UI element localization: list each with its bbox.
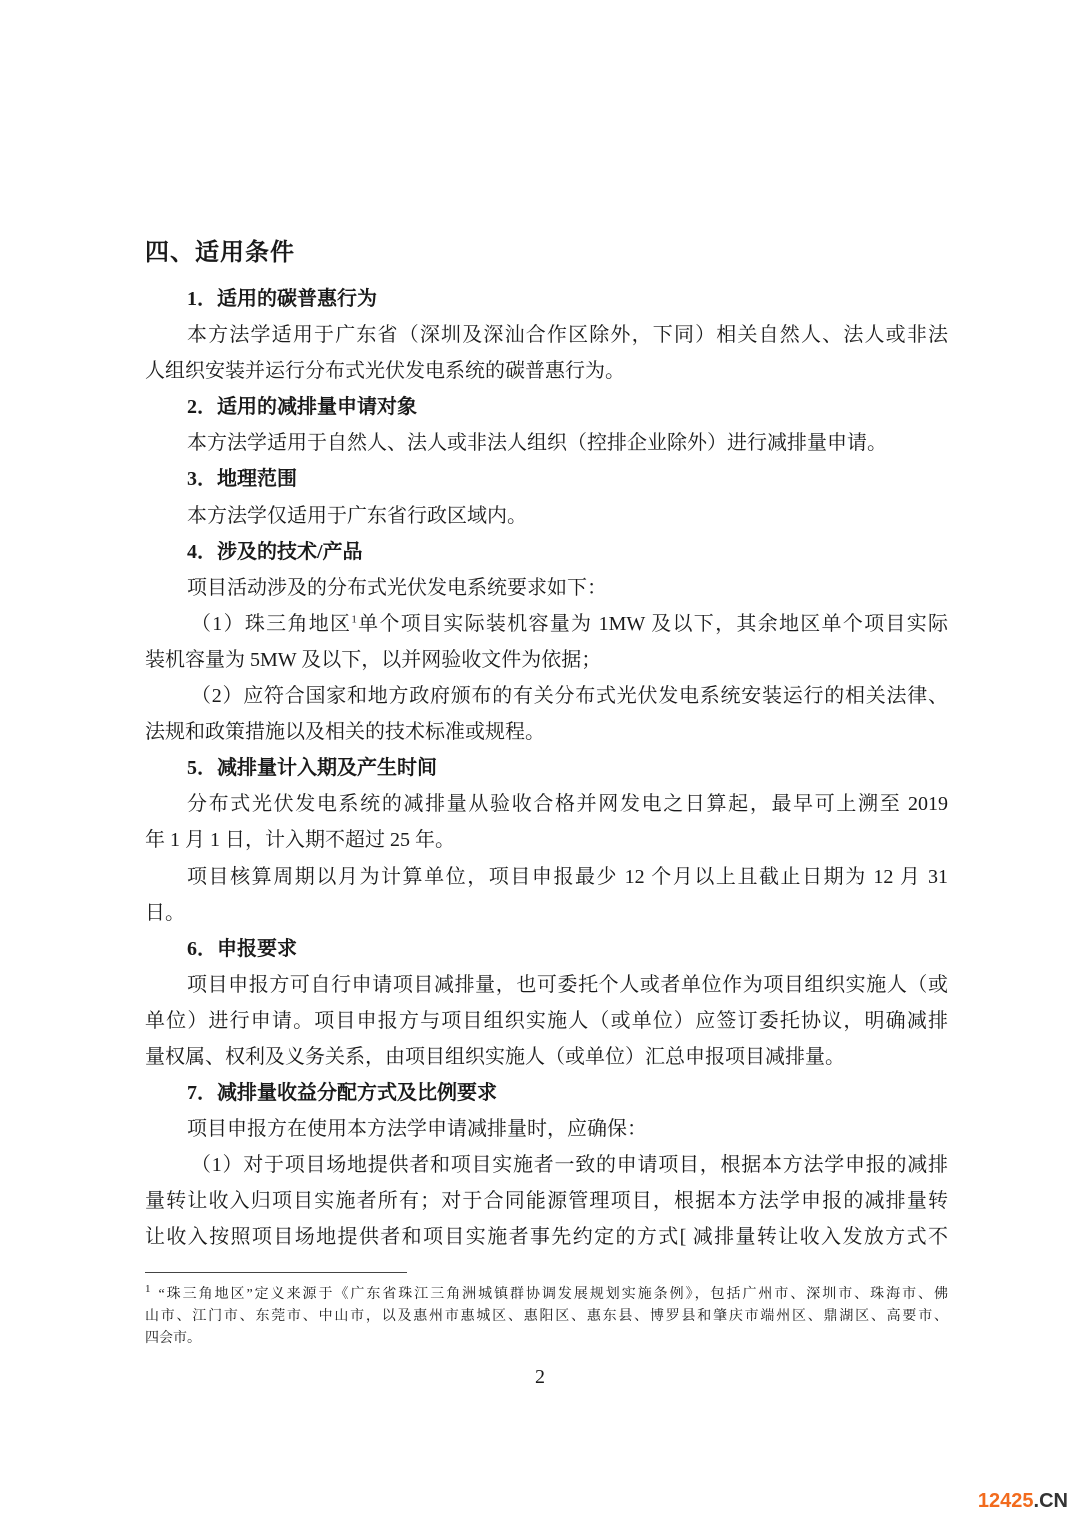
footnote-line xyxy=(145,1328,948,1350)
text-line: 项目申报方可自行申请项目减排量，也可委托个人或者单位作为项目组织实施人（或 xyxy=(187,973,948,996)
paragraph xyxy=(145,859,948,931)
footnote-text: 山市、江门市、东莞市、中山市，以及惠州市惠城区、惠阳区、惠东县、博罗县和肇庆市端州区、鼎湖区、高要市、 xyxy=(145,1309,948,1324)
text-line: 本方法学仅适用于广东省行政区域内。 xyxy=(187,504,527,527)
text-line: 项目活动涉及的分布式光伏发电系统要求如下： xyxy=(187,576,607,599)
list-item xyxy=(145,678,948,750)
watermark-logo xyxy=(978,1490,1068,1513)
footnote-number: 1 xyxy=(145,1283,151,1296)
paragraph xyxy=(145,1111,948,1147)
paragraph xyxy=(145,498,948,534)
subheading xyxy=(145,931,948,967)
text-line: 7．减排量收益分配方式及比例要求 xyxy=(187,1082,497,1105)
text-line: 装机容量为 5MW 及以下，以并网验收文件为依据； xyxy=(145,648,602,671)
text-line: 日。 xyxy=(145,901,185,924)
section-title: 四、适用条件 xyxy=(145,240,295,266)
text-line: 量转让收入归项目实施者所有；对于合同能源管理项目，根据本方法学申报的减排量转 xyxy=(145,1190,948,1213)
text-line: 2．适用的减排量申请对象 xyxy=(187,396,417,419)
subheading xyxy=(145,389,948,425)
paragraph xyxy=(145,570,948,606)
text-line: 1．适用的碳普惠行为 xyxy=(187,288,377,310)
text-line: 项目申报方在使用本方法学申请减排量时，应确保： xyxy=(187,1118,647,1141)
text-line: 让收入按照项目场地提供者和项目实施者事先约定的方式[ 减排量转让收入发放方式不 xyxy=(145,1226,948,1249)
paragraph xyxy=(145,425,948,461)
text-line: （1）对于项目场地提供者和项目实施者一致的申请项目，根据本方法学申报的减排 xyxy=(191,1154,948,1177)
footnote-line xyxy=(145,1306,948,1328)
text-line: 单位）进行申请。项目申报方与项目组织实施人（或单位）应签订委托协议，明确减排 xyxy=(145,1009,948,1032)
footnote-text: “珠三角地区”定义来源于《广东省珠江三角洲城镇群协调发展规划实施条例》，包括广州市、深圳市、珠海市、佛 xyxy=(158,1287,948,1302)
text-line: 分布式光伏发电系统的减排量从验收合格并网发电之日算起，最早可上溯至 2019 xyxy=(187,793,948,816)
text-line: 法规和政策措施以及相关的技术标准或规程。 xyxy=(145,721,545,744)
text-line xyxy=(145,606,948,642)
text-line: 4．涉及的技术/产品 xyxy=(187,540,363,563)
list-item xyxy=(145,1147,948,1255)
text-line: 本方法学适用于自然人、法人或非法人组织（控排企业除外）进行减排量申请。 xyxy=(187,432,887,455)
footnote-marker[interactable]: 1 xyxy=(351,613,357,626)
subheading xyxy=(145,461,948,497)
text-line: （2）应符合国家和地方政府颁布的有关分布式光伏发电系统安装运行的相关法律、 xyxy=(191,685,948,708)
text-line: 年 1 月 1 日，计入期不超过 25 年。 xyxy=(145,829,455,852)
paragraph xyxy=(145,786,948,858)
content-blocks xyxy=(145,281,948,1256)
text-line: 量权属、权利及义务关系，由项目组织实施人（或单位）汇总申报项目减排量。 xyxy=(145,1045,845,1068)
footnote-text: 四会市。 xyxy=(145,1331,201,1346)
text-segment: （1）珠三角地区 xyxy=(191,612,352,635)
footnote xyxy=(145,1284,948,1350)
watermark-number: 12425 xyxy=(977,1490,1034,1512)
watermark-suffix: .CN xyxy=(1033,1490,1068,1512)
list-item xyxy=(145,606,948,678)
text-line: 本方法学适用于广东省（深圳及深汕合作区除外，下同）相关自然人、法人或非法 xyxy=(187,324,948,347)
paragraph xyxy=(145,317,948,389)
text-line: 6．申报要求 xyxy=(187,937,297,960)
text-line: 3．地理范围 xyxy=(187,468,297,491)
footnote-line xyxy=(145,1284,948,1306)
subheading xyxy=(145,750,948,786)
subheading xyxy=(145,534,948,570)
text-line: 人组织安装并运行分布式光伏发电系统的碳普惠行为。 xyxy=(145,360,625,383)
text-segment: 单个项目实际装机容量为 1MW 及以下，其余地区单个项目实际 xyxy=(356,612,949,635)
paragraph xyxy=(145,967,948,1075)
footnote-divider xyxy=(145,1272,407,1273)
subheading xyxy=(145,1075,948,1111)
text-line: 项目核算周期以月为计算单位，项目申报最少 12 个月以上且截止日期为 12 月 31 xyxy=(187,865,948,888)
page-number: 2 xyxy=(535,1366,545,1388)
text-line: 5．减排量计入期及产生时间 xyxy=(187,757,437,780)
document-body xyxy=(145,235,948,1256)
subheading xyxy=(145,281,948,317)
